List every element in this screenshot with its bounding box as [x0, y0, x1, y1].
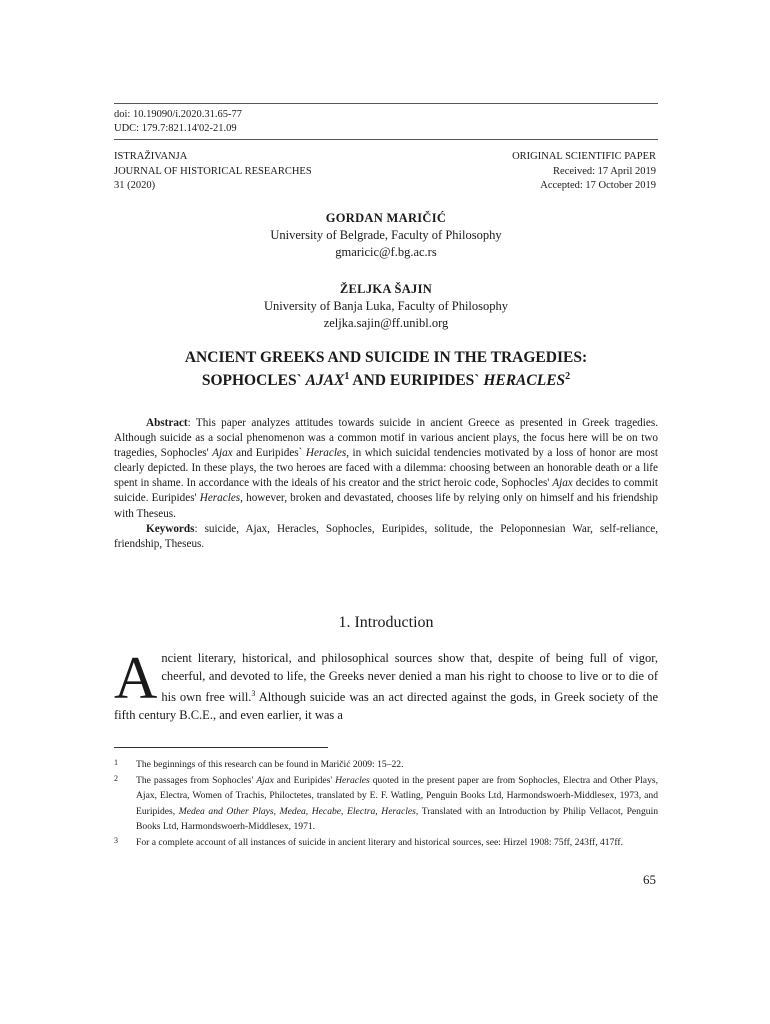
udc-text: UDC: 179.7:821.14'02-21.09 [114, 123, 237, 134]
page-number: 65 [643, 872, 656, 887]
author-email: gmaricic@f.bg.ac.rs [335, 245, 437, 259]
author-2 [114, 281, 658, 332]
intro-paragraph: Ancient literary, historical, and philosophical sources show that, despite of being full of vigor, cheerful, and devoted to life, the Greeks never denied a man his right to choose to live or to die of his own free will.$^3$ Although suicide was an act directed against the gods, in Greek society of the fifth century B.C.E., and even earlier, it was a [114, 645, 659, 722]
footnote-ref[interactable]: 3 [251, 689, 256, 698]
paper-title [114, 349, 658, 390]
abstract [114, 416, 658, 552]
paper-dates [512, 150, 656, 194]
footnote-item: 2 The passages from Sophocles' Ajax and Euripides' Heracles quoted in the present paper are from Sophocles, Electra and Other Plays, Ajax, Electra, Women of Trachis, Philoctetes, translated by E. F. Watling, Penguin Books Ltd, Harmondswoerh-Middlesex, 1973, and Euripides, Medea and Other Plays, Medea, Hecabe, Electra, Heracles, Translated with an Introduction by Philip Vellacot, Penguin Books Ltd, Harmondswoerh-Middlesex, 1971. [114, 773, 659, 833]
footnote-divider [114, 747, 328, 748]
footnotes [114, 757, 658, 851]
doi-text: doi: 10.19090/i.2020.31.65-77 [114, 109, 243, 120]
keywords: Keywords: suicide, Ajax, Heracles, Sophocles, Euripides, solitude, the Peloponnesian War, self-reliance, friendship, Theseus. [114, 522, 658, 550]
title-line2: SOPHOCLES` AJAX$^1$ AND EURIPIDES` HERACLES$^2$ [201, 370, 571, 389]
received-date: Received: 17 April 2019 [553, 165, 656, 177]
author-affiliation: University of Banja Luka, Faculty of Philosophy [263, 299, 509, 313]
header-bottom-rule [114, 139, 658, 140]
header-top-rule [114, 103, 658, 104]
abstract-text: Abstract: This paper analyzes attitudes towards suicide in ancient Greece as presented in Greek tragedies. Although suicide as a social phenomenon was a common motif in various ancient plays, the focus here will be on two tragedies, Sophocles' Ajax and Euripides` Heracles, in which suicidal tendencies motivated by a loss of honor are most clearly depicted. In these plays, the two heroes are faced with a dilemma: choosing between an honorable death or a life spent in shame. In accordance with the ideals of his creator and the strict heroic code, Sophocles' Ajax decides to commit suicide. Euripides' Heracles, however, broken and devastated, chooses life by relying only on himself and his friendship with Theseus. [114, 417, 658, 520]
journal-info [114, 150, 312, 194]
author-affiliation: University of Belgrade, Faculty of Philosophy [270, 228, 502, 242]
footnote-item: 1 The beginnings of this research can be found in Maričić 2009: 15–22. [114, 758, 404, 770]
journal-name-line2: JOURNAL OF HISTORICAL RESEARCHES [114, 165, 312, 177]
doi-udc-block [114, 108, 242, 136]
title-line1: ANCIENT GREEKS AND SUICIDE IN THE TRAGEDIES: [184, 349, 588, 366]
drop-cap: A [114, 645, 158, 711]
author-name: ŽELJKA ŠAJIN [339, 282, 433, 296]
section-heading: 1. Introduction [338, 614, 434, 631]
author-name: GORDAN MARIČIĆ [325, 211, 447, 225]
author-email: zeljka.sajin@ff.unibl.org [323, 316, 449, 330]
journal-name-line1: ISTRAŽIVANJA [114, 151, 188, 162]
author-1 [114, 210, 658, 261]
journal-volume: 31 (2020) [114, 180, 156, 191]
footnote-item: 3 For a complete account of all instances of suicide in ancient literary and historical sources, see: Hirzel 1908: 75ff, 243ff, 417ff. [114, 835, 623, 848]
accepted-date: Accepted: 17 October 2019 [540, 180, 656, 191]
paper-type: ORIGINAL SCIENTIFIC PAPER [512, 151, 656, 162]
